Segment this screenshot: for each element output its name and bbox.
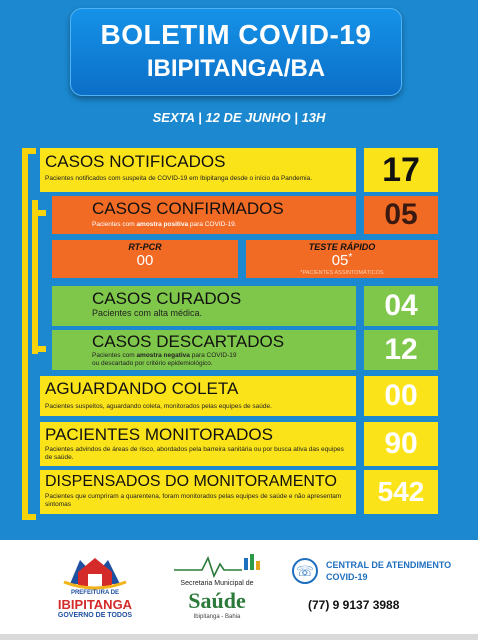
central-phone: (77) 9 9137 3988 bbox=[308, 598, 400, 612]
left-bracket-inner-bottom bbox=[32, 346, 46, 352]
teste-rapido-label: TESTE RÁPIDO bbox=[308, 242, 376, 252]
curados-title: CASOS CURADOS bbox=[92, 289, 242, 308]
rtpcr-panel bbox=[52, 240, 238, 278]
aguardando-desc: Pacientes suspeitos, aguardando coleta, monitorados pelas equipes de saúde. bbox=[45, 403, 272, 410]
secretaria-name: Saúde bbox=[188, 588, 246, 613]
bulletin-date: SEXTA | 12 DE JUNHO | 13H bbox=[152, 110, 326, 125]
curados-panel bbox=[52, 286, 356, 326]
prefeitura-name: IBIPITANGA bbox=[57, 597, 133, 612]
monitorados-title: PACIENTES MONITORADOS bbox=[45, 425, 273, 444]
descartados-desc2: ou descartado por critério epidemiológico. bbox=[92, 360, 213, 367]
curados-value: 04 bbox=[364, 286, 438, 326]
dispensados-value: 542 bbox=[364, 470, 438, 514]
confirmados-desc-pre: Pacientes com bbox=[92, 221, 137, 228]
descartados-desc bbox=[92, 352, 237, 359]
footer-bar bbox=[0, 540, 478, 640]
confirmados-value: 05 bbox=[364, 196, 438, 234]
rtpcr-value: 00 bbox=[136, 252, 154, 269]
left-bracket-outer bbox=[22, 148, 28, 520]
descartados-desc-pre: Pacientes com bbox=[92, 352, 137, 359]
bulletin-city: IBIPITANGA/BA bbox=[146, 55, 326, 82]
confirmados-panel bbox=[52, 196, 356, 234]
secretaria-line: Secretaria Municipal de bbox=[180, 580, 254, 587]
footer-strip bbox=[0, 634, 478, 640]
teste-rapido-panel bbox=[246, 240, 438, 278]
curados-desc: Pacientes com alta médica. bbox=[92, 308, 203, 318]
confirmados-desc bbox=[92, 221, 237, 228]
aguardando-title: AGUARDANDO COLETA bbox=[45, 379, 239, 398]
left-bracket-inner bbox=[32, 200, 38, 354]
secretaria-city: Ibipitanga - Bahia bbox=[193, 614, 241, 620]
teste-rapido-value: 05 bbox=[331, 252, 349, 269]
left-bracket-outer-bottom bbox=[22, 514, 36, 520]
descartados-value: 12 bbox=[364, 330, 438, 370]
rtpcr-label: RT-PCR bbox=[128, 242, 162, 252]
header-banner bbox=[70, 8, 402, 96]
teste-rapido-mark: * bbox=[348, 252, 353, 263]
aguardando-value: 00 bbox=[364, 376, 438, 416]
secretaria-pulse-icon bbox=[172, 552, 262, 580]
left-bracket-inner-top bbox=[32, 210, 46, 216]
central-line1: CENTRAL DE ATENDIMENTO bbox=[326, 560, 452, 570]
descartados-title: CASOS DESCARTADOS bbox=[92, 332, 285, 351]
teste-rapido-value-wrap bbox=[246, 252, 438, 269]
monitorados-desc: Pacientes advindos de áreas de risco, abordados pela barreira sanitária ou por busca ativa das equipes de saúde. bbox=[45, 446, 344, 461]
confirmados-desc-post: para COVID-19. bbox=[188, 221, 237, 228]
monitorados-panel bbox=[40, 422, 356, 466]
dispensados-panel bbox=[40, 470, 356, 514]
descartados-desc-post: para COVID-19 bbox=[189, 352, 237, 359]
prefeitura-slogan: GOVERNO DE TODOS bbox=[57, 612, 133, 619]
central-atendimento bbox=[288, 558, 468, 628]
prefeitura-top: PREFEITURA DE bbox=[70, 590, 120, 596]
phone-icon: ☏ bbox=[292, 558, 318, 584]
prefeitura-emblem-icon bbox=[40, 554, 150, 590]
notificados-value: 17 bbox=[364, 148, 438, 192]
teste-rapido-note: *PACIENTES ASSINTOMÁTICOS bbox=[300, 270, 384, 276]
monitorados-value: 90 bbox=[364, 422, 438, 466]
dispensados-title: DISPENSADOS DO MONITORAMENTO bbox=[45, 473, 337, 490]
secretaria-logo bbox=[172, 552, 262, 628]
notificados-title: CASOS NOTIFICADOS bbox=[45, 152, 226, 171]
bulletin-title: BOLETIM COVID-19 bbox=[100, 19, 372, 50]
descartados-panel bbox=[52, 330, 356, 370]
descartados-desc-bold: amostra negativa bbox=[136, 352, 190, 359]
dispensados-desc: Pacientes que cumpriram a quarentena, foram monitorados pelas equipes de saúde e não apresentam sintomas bbox=[45, 493, 342, 508]
confirmados-title: CASOS CONFIRMADOS bbox=[92, 199, 284, 218]
notificados-panel bbox=[40, 148, 356, 192]
aguardando-panel bbox=[40, 376, 356, 416]
notificados-desc: Pacientes notificados com suspeita de COVID-19 em Ibipitanga desde o início da Pandemia. bbox=[45, 175, 313, 182]
prefeitura-logo bbox=[40, 554, 150, 624]
central-line2: COVID-19 bbox=[326, 572, 368, 582]
left-bracket-outer-top bbox=[22, 148, 36, 154]
confirmados-desc-bold: amostra positiva bbox=[136, 221, 189, 228]
